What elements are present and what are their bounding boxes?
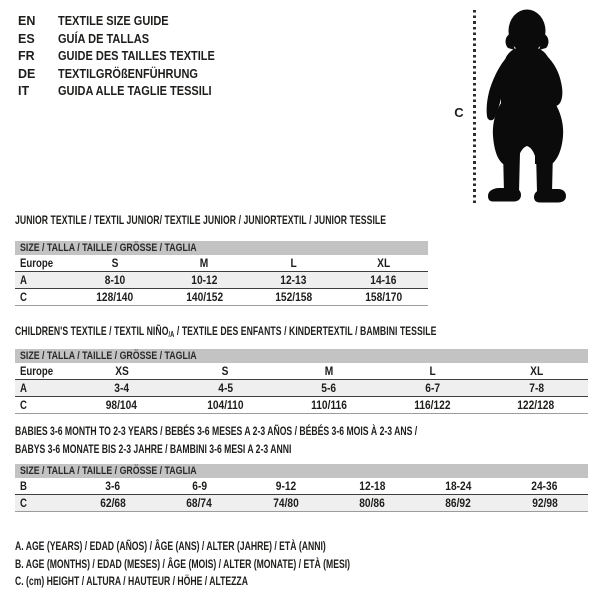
row-label: Europe [20, 256, 54, 270]
row-label: B [20, 479, 27, 493]
cell-value: 158/170 [364, 290, 402, 304]
toddler-silhouette-icon [479, 0, 579, 210]
size-cell [249, 272, 339, 289]
language-title: TEXTILE SIZE GUIDE [58, 14, 169, 28]
language-row [18, 13, 236, 31]
cell-value: 92/98 [532, 496, 558, 510]
size-header-row [15, 349, 588, 363]
row-label-cell [15, 478, 70, 495]
size-cell [70, 495, 156, 512]
language-title: GUÍA DE TALLAS [58, 31, 150, 46]
size-cell [160, 272, 250, 289]
size-cell [381, 380, 485, 397]
size-cell [174, 363, 278, 380]
cell-value: 24-36 [531, 479, 558, 493]
title-line: BABIES 3-6 MONTH TO 2-3 YEARS / BEBÉS 3-6 MESES A 2-3 AÑOS / BÉBÉS 3-6 MOIS À 2-3 ANS / [15, 424, 418, 438]
size-cell [70, 397, 174, 414]
size-header-label: SIZE / TALLA / TAILLE / GRÖSSE / TAGLIA [20, 242, 197, 254]
title-subscript: /A [168, 330, 175, 339]
table-row-height-cm [15, 397, 588, 414]
size-cell [249, 255, 339, 272]
cell-value: 152/158 [275, 290, 313, 304]
cell-value: 18-24 [445, 479, 472, 493]
size-header-label: SIZE / TALLA / TAILLE / GRÖSSE / TAGLIA [20, 465, 197, 477]
cell-value: 7-8 [528, 381, 544, 395]
cell-value: L [429, 364, 436, 378]
language-title: GUIDA ALLE TAGLIE TESSILI [58, 84, 212, 98]
children-textile-table [15, 349, 588, 414]
size-cell [156, 478, 242, 495]
cell-value: 10-12 [191, 273, 218, 287]
size-cell [70, 478, 156, 495]
size-cell [381, 363, 485, 380]
row-label: Europe [20, 364, 54, 378]
table-row-age-years [15, 272, 428, 289]
cell-value: 3-4 [114, 381, 130, 395]
size-cell [174, 397, 278, 414]
row-label: A [20, 273, 27, 287]
size-cell [243, 495, 329, 512]
row-label-cell [15, 495, 70, 512]
cell-value: 8-10 [104, 273, 125, 287]
size-cell [70, 289, 160, 306]
cell-value: 98/104 [106, 398, 138, 412]
footnote-age-years: A. AGE (YEARS) / EDAD (AÑOS) / ÂGE (ANS) / ALTER (JAHRE) / ETÀ (ANNI) [15, 539, 326, 553]
language-row [18, 83, 236, 101]
cell-value: 12-13 [280, 273, 307, 287]
size-cell [329, 478, 415, 495]
language-code: DE [18, 66, 36, 81]
title-line: BABYS 3-6 MONATE BIS 2-3 JAHRE / BAMBINI 3-6 MESI A 2-3 ANNI [15, 441, 292, 456]
cell-value: 80/86 [359, 496, 385, 510]
cell-value: 104/110 [207, 398, 244, 412]
cell-value: XS [114, 364, 129, 378]
size-cell [160, 289, 250, 306]
language-list [18, 13, 236, 101]
cell-value: S [221, 364, 229, 378]
row-label-cell [15, 255, 70, 272]
size-cell [381, 397, 485, 414]
section-title-children [15, 323, 436, 344]
cell-value: 68/74 [186, 496, 213, 510]
cell-value: L [290, 256, 297, 270]
title-text: / TEXTILE DES ENFANTS / KINDERTEXTIL / BAMBINI TESSILE [174, 324, 437, 338]
size-cell [339, 272, 429, 289]
cell-value: 4-5 [218, 381, 233, 395]
language-code: FR [18, 49, 35, 63]
table-row-age-months [15, 478, 588, 495]
row-label-cell [15, 380, 70, 397]
size-header-band [15, 349, 588, 363]
size-cell [415, 478, 501, 495]
language-code: EN [18, 14, 36, 28]
size-cell [339, 289, 429, 306]
title-text: CHILDREN'S TEXTILE / TEXTIL NIÑO [15, 324, 169, 338]
junior-textile-table [15, 241, 428, 306]
size-cell [484, 380, 588, 397]
cell-value: M [200, 256, 209, 270]
cell-value: 122/128 [517, 398, 555, 412]
row-label-cell [15, 272, 70, 289]
language-row [18, 48, 236, 66]
row-label: C [20, 290, 27, 304]
size-header-row [15, 464, 588, 478]
size-cell [70, 272, 160, 289]
size-cell [243, 478, 329, 495]
size-header-row [15, 241, 428, 255]
babies-textile-table [15, 464, 588, 512]
row-label-cell [15, 289, 70, 306]
cell-value: 6-9 [192, 479, 207, 493]
section-title-junior: JUNIOR TEXTILE / TEXTIL JUNIOR/ TEXTILE JUNIOR / JUNIORTEXTIL / JUNIOR TESSILE [15, 213, 387, 227]
row-label: A [20, 381, 27, 395]
size-cell [174, 380, 278, 397]
table-row-europe [15, 255, 428, 272]
size-cell [70, 255, 160, 272]
language-row [18, 66, 236, 84]
size-cell [339, 255, 429, 272]
size-cell [156, 495, 242, 512]
table-row-europe [15, 363, 588, 380]
language-row [18, 31, 236, 49]
cell-value: 9-12 [275, 479, 297, 493]
size-cell [160, 255, 250, 272]
row-label-cell [15, 363, 70, 380]
size-cell [502, 478, 588, 495]
table-row-height-cm [15, 289, 428, 306]
cell-value: 5-6 [321, 381, 337, 395]
cell-value: XL [376, 256, 390, 270]
cell-value: 62/68 [100, 496, 126, 510]
size-cell [329, 495, 415, 512]
language-code: IT [18, 84, 30, 98]
table-row-height-cm [15, 495, 588, 512]
cell-value: 116/122 [414, 398, 451, 412]
size-cell [249, 289, 339, 306]
cell-value: 110/116 [311, 398, 347, 412]
size-cell [70, 363, 174, 380]
cell-value: 3-6 [105, 479, 121, 493]
height-measure-label: C [454, 105, 464, 120]
size-cell [502, 495, 588, 512]
cell-value: 86/92 [445, 496, 472, 510]
language-code: ES [18, 31, 35, 46]
cell-value: 14-16 [370, 273, 397, 287]
row-label-cell [15, 397, 70, 414]
footnote-legend [15, 538, 480, 591]
size-header-band [15, 464, 588, 478]
cell-value: M [324, 364, 334, 378]
height-measure-dotted-line [473, 10, 476, 206]
cell-value: 6-7 [425, 381, 440, 395]
row-label: C [20, 496, 27, 510]
section-title-babies [15, 423, 574, 458]
size-cell [484, 363, 588, 380]
cell-value: XL [529, 364, 543, 378]
footnote-age-months: B. AGE (MONTHS) / EDAD (MESES) / ÂGE (MOIS) / ALTER (MONATE) / ETÀ (MESI) [15, 556, 351, 571]
size-header-band [15, 241, 428, 255]
size-cell [415, 495, 501, 512]
cell-value: 74/80 [273, 496, 299, 510]
size-cell [70, 380, 174, 397]
row-label: C [20, 398, 27, 412]
cell-value: 140/152 [185, 290, 223, 304]
language-title: GUIDE DES TAILLES TEXTILE [58, 49, 215, 63]
table-row-age-years [15, 380, 588, 397]
language-title: TEXTILGRÖßENFÜHRUNG [58, 66, 198, 81]
size-cell [484, 397, 588, 414]
size-cell [277, 380, 381, 397]
cell-value: 128/140 [96, 290, 134, 304]
cell-value: 12-18 [359, 479, 386, 493]
size-cell [277, 363, 381, 380]
size-header-label: SIZE / TALLA / TAILLE / GRÖSSE / TAGLIA [20, 350, 197, 362]
size-cell [277, 397, 381, 414]
cell-value: S [111, 256, 119, 270]
footnote-height: C. (cm) HEIGHT / ALTURA / HAUTEUR / HÖHE / ALTEZZA [15, 574, 248, 588]
